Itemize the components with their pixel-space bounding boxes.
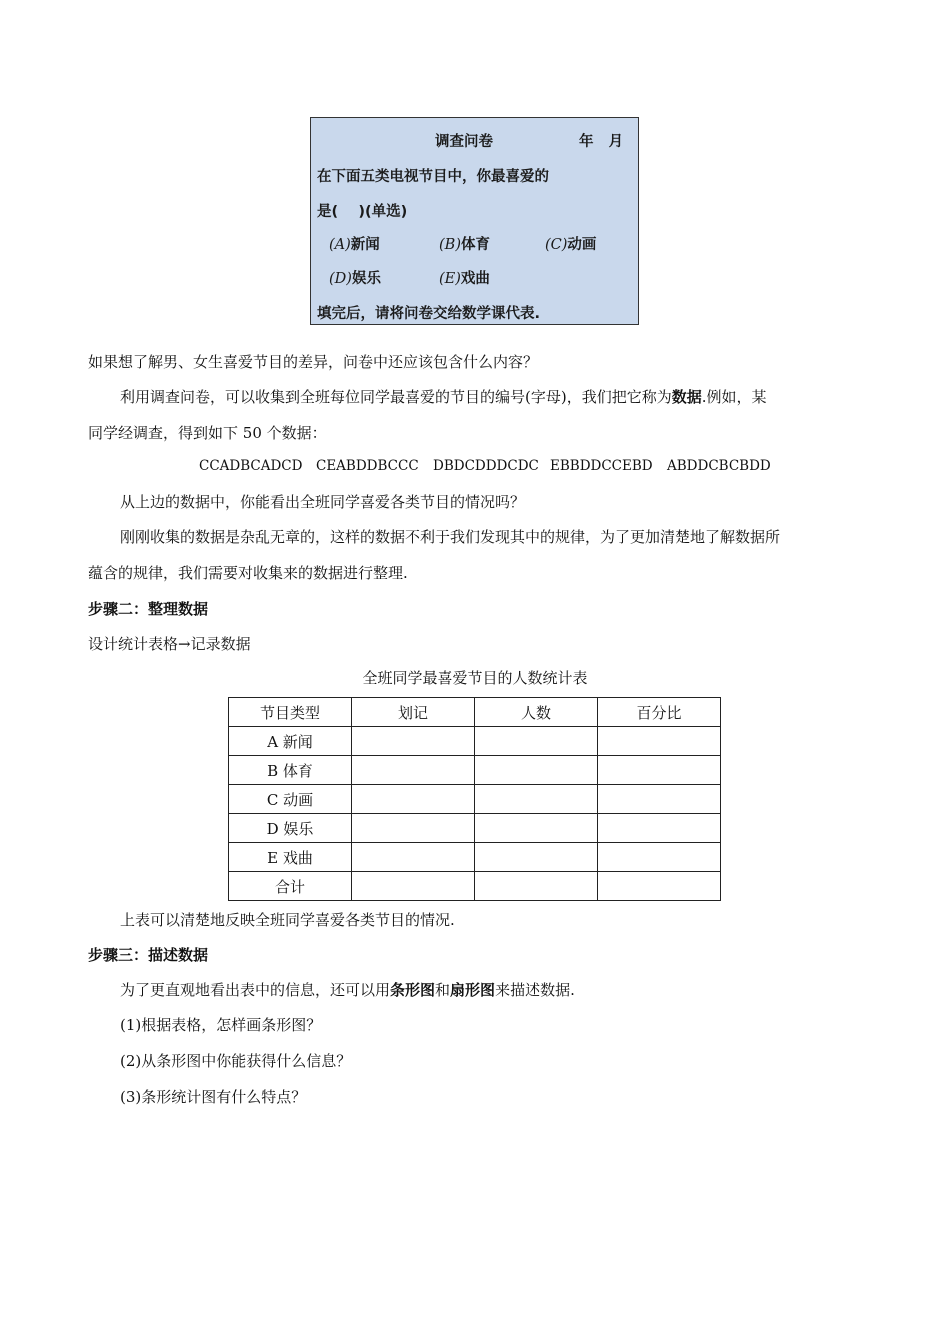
step2-heading: 步骤二：整理数据 <box>88 600 209 618</box>
step3-heading: 步骤三：描述数据 <box>88 946 209 964</box>
table-header-row <box>229 698 721 727</box>
data-group-1: CCADBCADCD <box>199 458 303 474</box>
survey-option-a: (A)新闻 <box>329 237 380 253</box>
term-pie-chart: 扇形图 <box>450 981 496 999</box>
data-group-5: ABDDCBCBDD <box>667 458 771 474</box>
step2-subtitle: 设计统计表格→记录数据 <box>88 635 251 653</box>
survey-footer: 填完后，请将问卷交给数学课代表. <box>317 306 541 322</box>
tally-cell <box>352 785 475 814</box>
percentage-cell <box>598 756 721 785</box>
tally-cell <box>352 872 475 901</box>
table-row <box>229 872 721 901</box>
percentage-cell <box>598 727 721 756</box>
percentage-cell <box>598 814 721 843</box>
survey-card <box>310 117 639 325</box>
table-row <box>229 843 721 872</box>
term-bar-chart: 条形图 <box>390 981 436 999</box>
count-cell <box>475 756 598 785</box>
header-count: 人数 <box>475 698 598 727</box>
percentage-cell <box>598 872 721 901</box>
percentage-cell <box>598 843 721 872</box>
question-2: (2)从条形图中你能获得什么信息？ <box>120 1052 352 1070</box>
survey-date: 年 月 <box>579 134 624 150</box>
paragraph-data-intro-line2: 同学经调查，得到如下 50 个数据： <box>88 424 327 442</box>
header-tally: 划记 <box>352 698 475 727</box>
count-cell <box>475 872 598 901</box>
row-label: B 体育 <box>229 756 352 785</box>
term-data: 数据 <box>671 388 702 406</box>
survey-option-e: (E)戏曲 <box>439 271 490 287</box>
question-1: (1)根据表格，怎样画条形图？ <box>120 1016 322 1034</box>
paragraph-organize-line2: 蕴含的规律，我们需要对收集来的数据进行整理. <box>88 564 408 582</box>
paragraph-organize-line1: 刚刚收集的数据是杂乱无章的，这样的数据不利于我们发现其中的规律，为了更加清楚地了解数据所 <box>120 528 781 546</box>
row-label: 合计 <box>229 872 352 901</box>
row-label: A 新闻 <box>229 727 352 756</box>
survey-question-line1: 在下面五类电视节目中，你最喜爱的 <box>317 169 549 185</box>
statistics-table <box>228 697 721 901</box>
tally-cell <box>352 756 475 785</box>
count-cell <box>475 785 598 814</box>
table-row <box>229 756 721 785</box>
survey-question-line2: 是( )(单选) <box>317 204 408 220</box>
survey-option-b: (B)体育 <box>439 237 490 253</box>
table-summary: 上表可以清楚地反映全班同学喜爱各类节目的情况. <box>120 911 455 929</box>
table-row <box>229 814 721 843</box>
count-cell <box>475 843 598 872</box>
row-label: C 动画 <box>229 785 352 814</box>
header-program-type: 节目类型 <box>229 698 352 727</box>
table-row <box>229 727 721 756</box>
count-cell <box>475 727 598 756</box>
data-group-4: EBBDDCCEBD <box>550 458 653 474</box>
question-3: (3)条形统计图有什么特点？ <box>120 1088 307 1106</box>
row-label: D 娱乐 <box>229 814 352 843</box>
question-situation: 从上边的数据中，你能看出全班同学喜爱各类节目的情况吗？ <box>120 493 526 511</box>
question-gender: 如果想了解男、女生喜爱节目的差异，问卷中还应该包含什么内容？ <box>88 353 539 371</box>
row-label: E 戏曲 <box>229 843 352 872</box>
tally-cell <box>352 814 475 843</box>
data-group-2: CEABDDBCCC <box>316 458 419 474</box>
tally-cell <box>352 843 475 872</box>
data-group-3: DBDCDDDCDC <box>433 458 539 474</box>
paragraph-data-intro: 利用调查问卷，可以收集到全班每位同学最喜爱的节目的编号(字母)，我们把它称为数据.例如，某 <box>120 388 767 406</box>
paragraph-describe: 为了更直观地看出表中的信息，还可以用条形图和扇形图来描述数据. <box>120 981 575 999</box>
table-row <box>229 785 721 814</box>
survey-title: 调查问卷 <box>435 134 493 150</box>
header-percentage: 百分比 <box>598 698 721 727</box>
percentage-cell <box>598 785 721 814</box>
tally-cell <box>352 727 475 756</box>
table-caption: 全班同学最喜爱节目的人数统计表 <box>362 669 588 687</box>
count-cell <box>475 814 598 843</box>
survey-option-d: (D)娱乐 <box>329 271 381 287</box>
survey-option-c: (C)动画 <box>545 237 597 253</box>
